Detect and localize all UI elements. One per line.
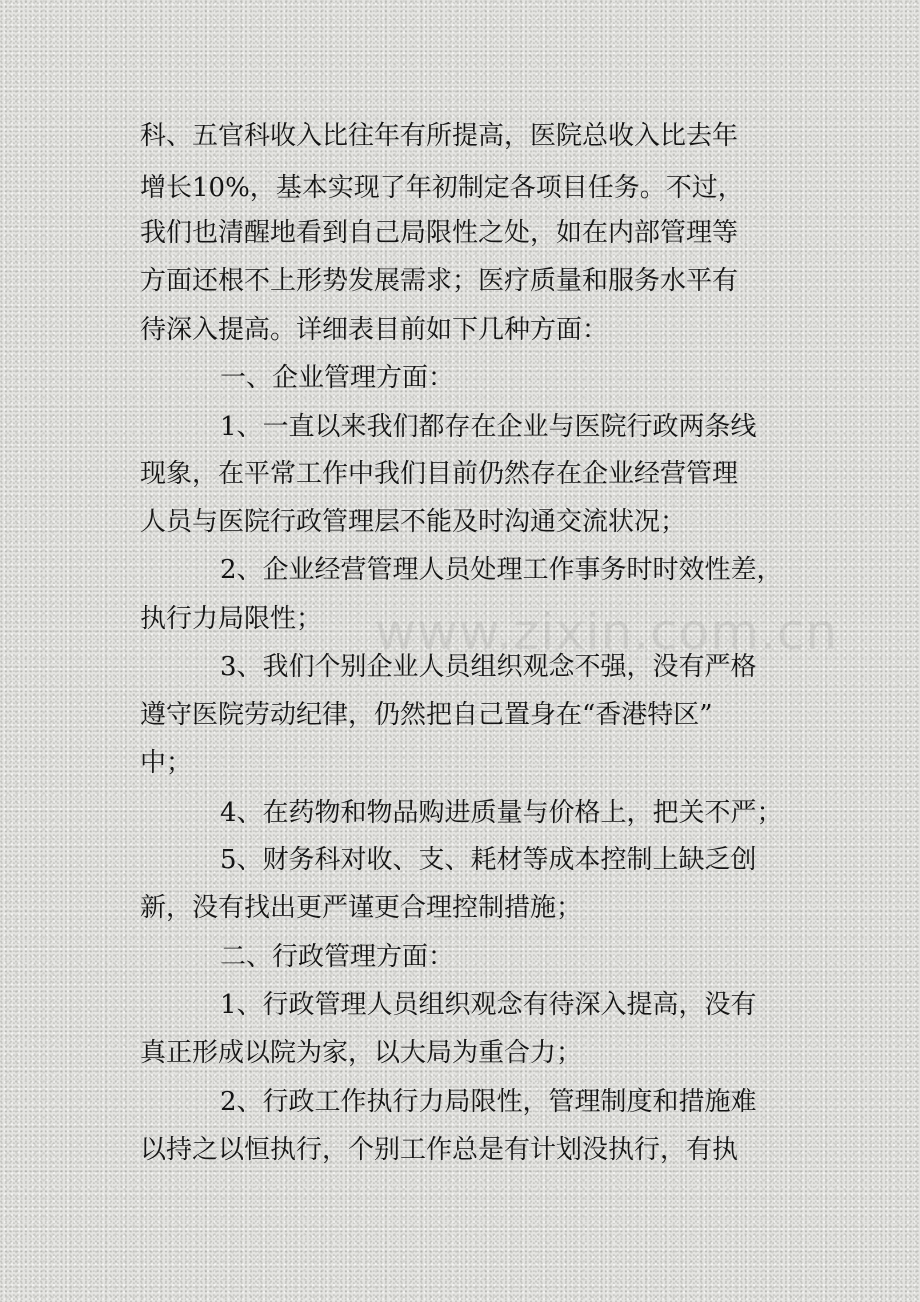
text-line: 1、行政管理人员组织观念有待深入提高，没有	[220, 990, 757, 1020]
text-line: 4、在药物和物品购进质量与价格上，把关不严；	[220, 798, 783, 828]
text-line: 增长10%，基本实现了年初制定各项目任务。不过，	[140, 173, 744, 203]
text-line: 科、五官科收入比往年有所提高，医院总收入比去年	[140, 121, 739, 151]
text-line: 新，没有找出更严谨更合理控制措施；	[140, 893, 583, 923]
text-line: 遵守医院劳动纪律，仍然把自己置身在“香港特区”	[140, 700, 713, 730]
text-line: 以持之以恒执行，个别工作总是有计划没执行，有执	[140, 1135, 739, 1165]
text-line: 2、行政工作执行力局限性，管理制度和措施难	[220, 1087, 757, 1117]
text-line: 现象，在平常工作中我们目前仍然存在企业经营管理	[140, 459, 739, 489]
watermark: www.zixin.com.cn	[375, 603, 839, 661]
text-line: 1、一直以来我们都存在企业与医院行政两条线	[220, 412, 757, 442]
text-line: 2、企业经营管理人员处理工作事务时时效性差，	[220, 555, 783, 585]
text-line: 真正形成以院为家，以大局为重合力；	[140, 1038, 583, 1068]
text-line: 我们也清醒地看到自己局限性之处，如在内部管理等	[140, 218, 739, 248]
text-line: 执行力局限性；	[140, 604, 323, 634]
text-line: 方面还根不上形势发展需求；医疗质量和服务水平有	[140, 266, 739, 296]
text-line: 待深入提高。详细表目前如下几种方面：	[140, 315, 609, 345]
text-line: 人员与医院行政管理层不能及时沟通交流状况；	[140, 507, 687, 537]
text-line: 3、我们个别企业人员组织观念不强，没有严格	[220, 652, 757, 682]
text-line: 5、财务科对收、支、耗材等成本控制上缺乏创	[220, 845, 757, 875]
section-heading: 二、行政管理方面：	[220, 942, 455, 972]
text-line: 中；	[140, 748, 193, 778]
section-heading: 一、企业管理方面：	[220, 363, 455, 393]
